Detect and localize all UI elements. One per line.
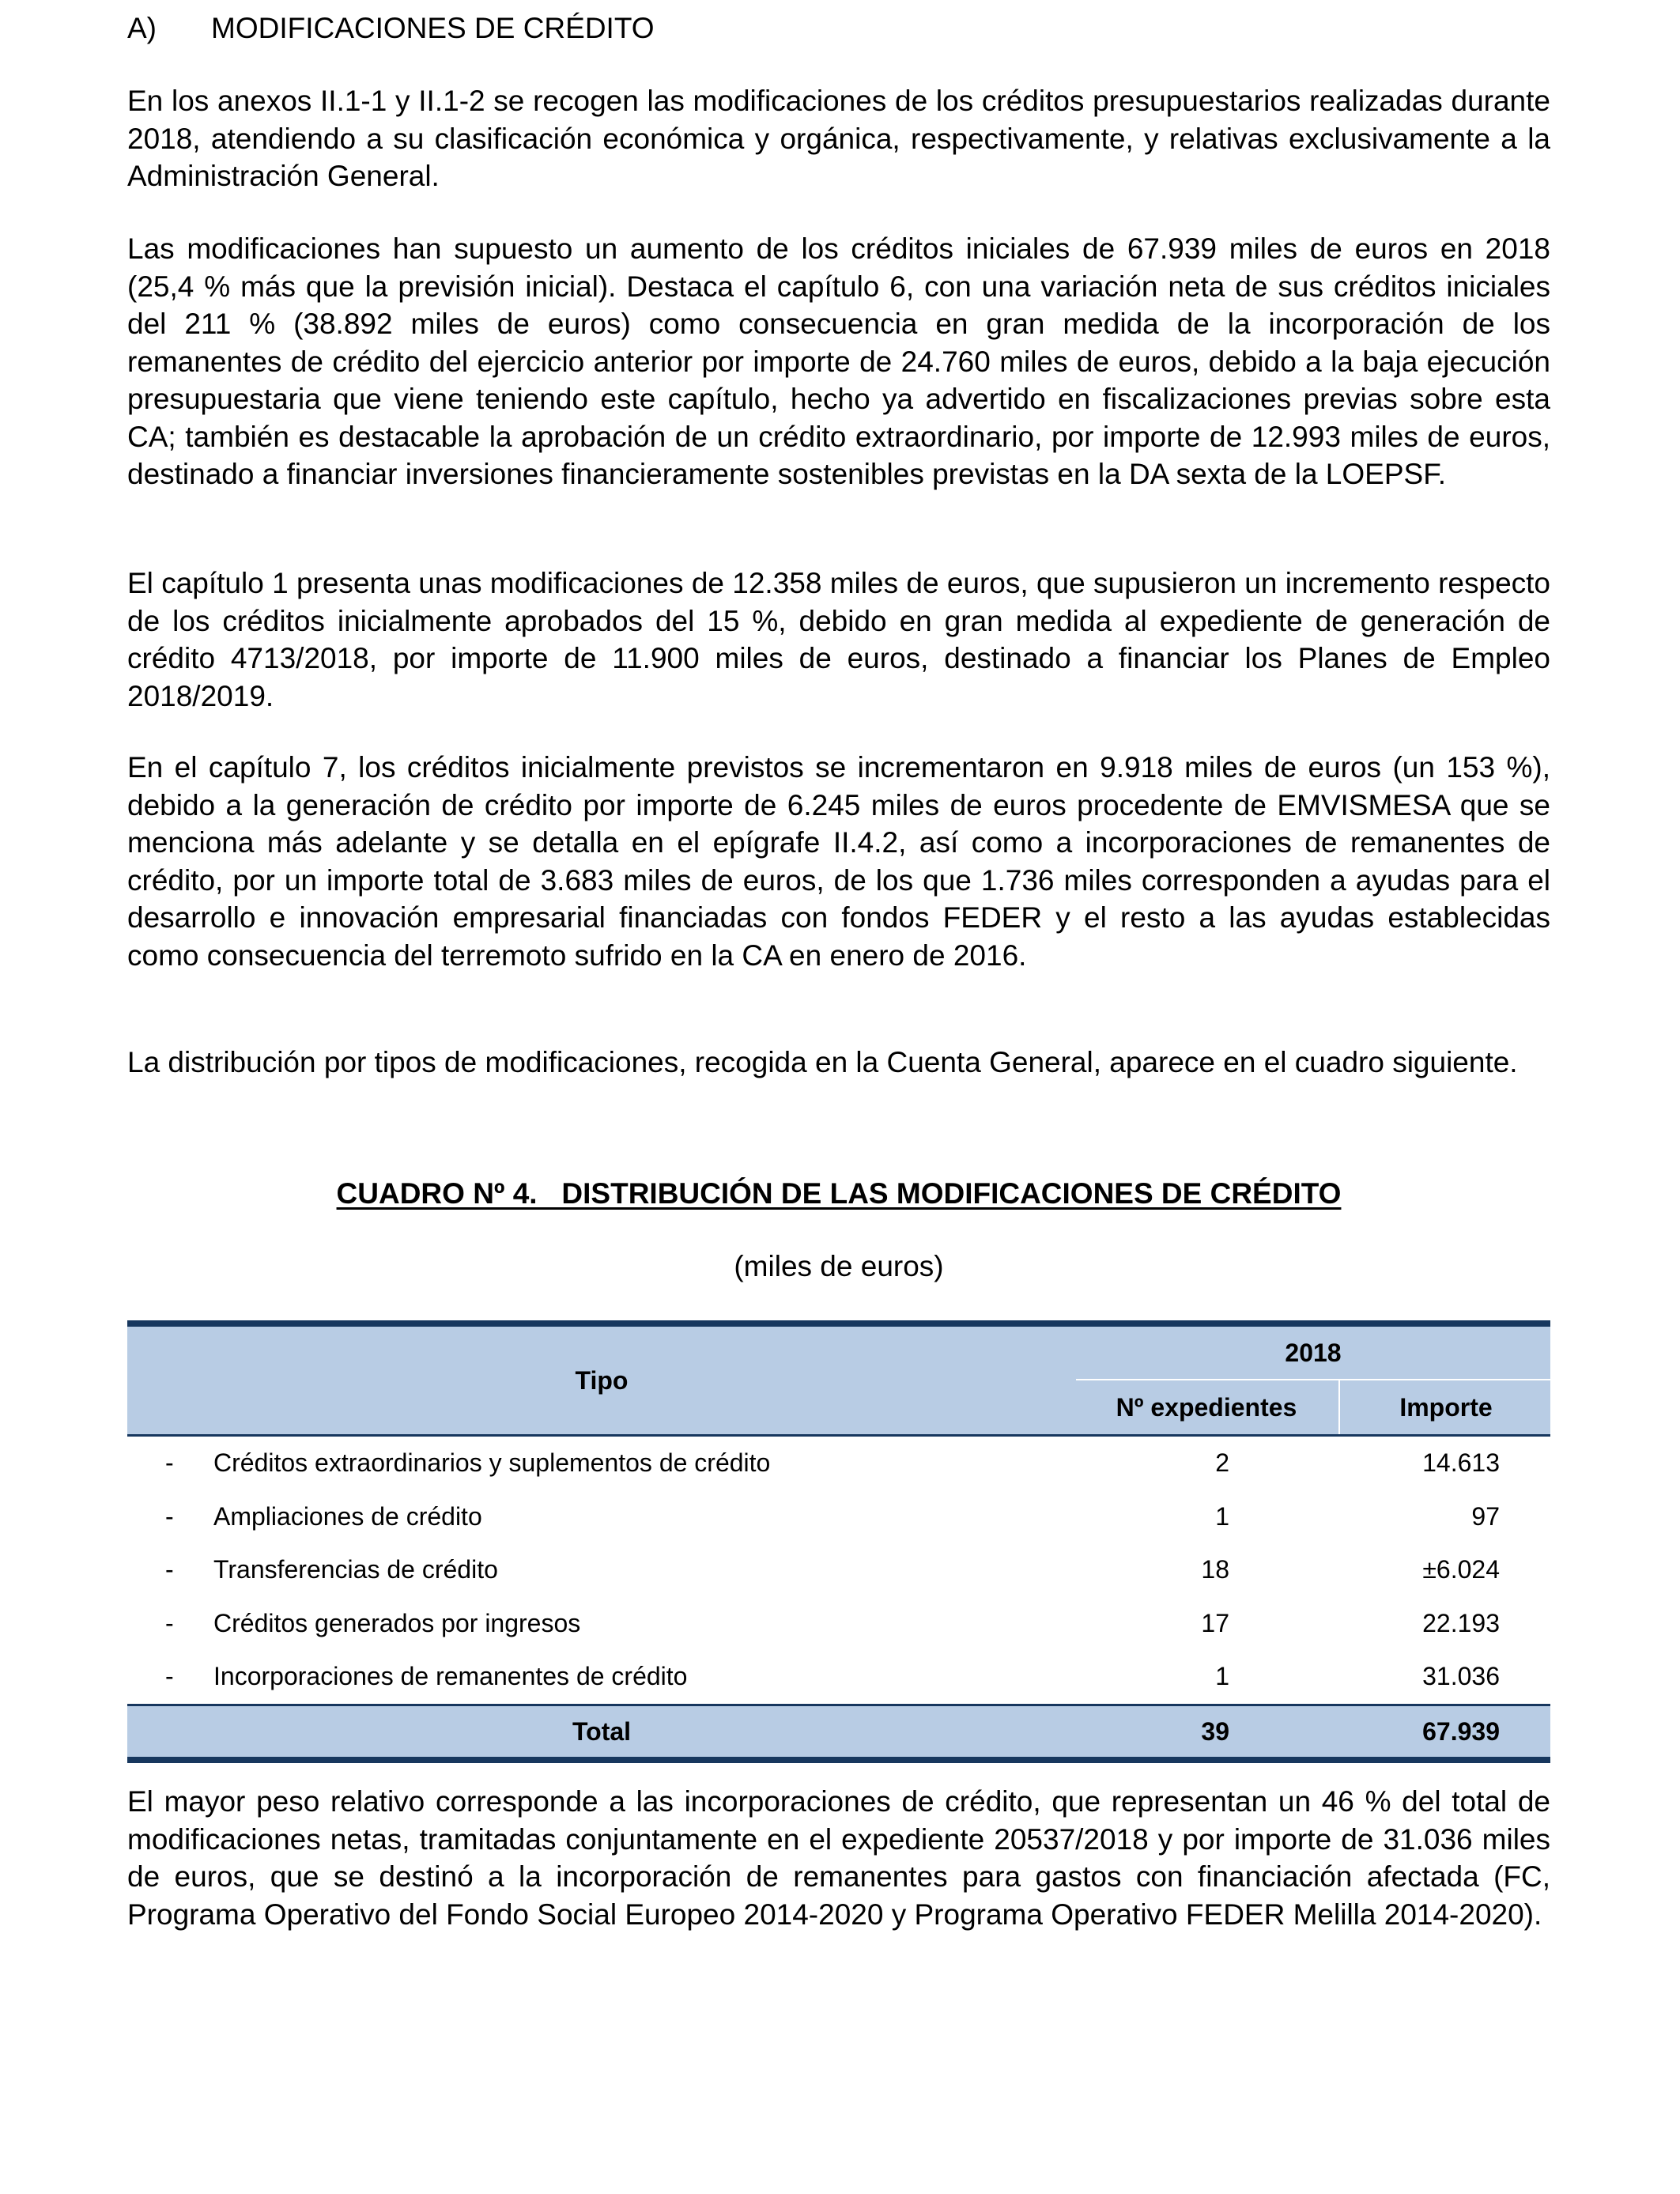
table-row: [127, 1543, 1550, 1597]
paragraph-3: El capítulo 1 presenta unas modificaciones de 12.358 miles de euros, que supusieron un incremento respecto de los créditos inicialmente aprobados del 15 %, debido en gran medida al expediente de generación de crédito 4713/2018, por importe de 11.900 miles de euros, destinado a financiar los Planes de Empleo 2018/2019.: [127, 567, 1550, 712]
row-label: Créditos generados por ingresos: [213, 1608, 581, 1637]
section-title: MODIFICACIONES DE CRÉDITO: [211, 12, 655, 44]
paragraph-5: La distribución por tipos de modificaciones, recogida en la Cuenta General, aparece en el cuadro siguiente.: [127, 1046, 1518, 1078]
row-expedientes: 1: [1215, 1501, 1229, 1531]
table-row: [127, 1490, 1550, 1544]
section-letter: A): [127, 12, 157, 44]
row-bullet: -: [165, 1608, 174, 1637]
total-label: Total: [572, 1716, 632, 1746]
row-bullet: -: [165, 1555, 174, 1584]
row-label: Créditos extraordinarios y suplementos de crédito: [213, 1448, 771, 1477]
row-importe: 22.193: [1422, 1608, 1500, 1637]
paragraph-1: En los anexos II.1-1 y II.1-2 se recogen las modificaciones de los créditos presupuestarios realizadas durante 2018, atendiendo a su clasificación económica y orgánica, respectivamente, y relativas exclusivamente a la Administración General.: [127, 85, 1550, 192]
table-subtitle: (miles de euros): [734, 1250, 944, 1282]
header-year: 2018: [1076, 1327, 1550, 1380]
row-expedientes: 1: [1215, 1662, 1229, 1690]
table-bottom-rule: [127, 1757, 1550, 1763]
row-importe: 31.036: [1422, 1662, 1500, 1690]
table-row: [127, 1597, 1550, 1651]
total-expedientes: 39: [1201, 1716, 1229, 1746]
header-importe: Importe: [1338, 1380, 1552, 1434]
paragraph-4: En el capítulo 7, los créditos inicialmente previstos se incrementaron en 9.918 miles de euros (un 153 %), debido a la generación de crédito por importe de 6.245 miles de euros procedente de EMVISMESA que se menciona más adelante y se detalla en el epígrafe II.4.2, así como a incorporaciones de remanentes de crédito, por un importe total de 3.683 miles de euros, de los que 1.736 miles corresponden a ayudas para el desarrollo e innovación empresarial financiadas con fondos FEDER y el resto a las ayudas establecidas como consecuencia del terremoto sufrido en la CA en enero de 2016.: [127, 751, 1550, 972]
paragraph-6: El mayor peso relativo corresponde a las incorporaciones de crédito, que representan un 46 % del total de modificaciones netas, tramitadas conjuntamente en el expediente 20537/2018 y por importe de 31.036 miles de euros, que se destinó a la incorporación de remanentes para gastos con financiación afectada (FC, Programa Operativo del Fondo Social Europeo 2014-2020 y Programa Operativo FEDER Melilla 2014-2020).: [127, 1785, 1550, 1931]
modifications-table: [127, 1320, 1550, 1763]
table-row: [127, 1437, 1550, 1490]
row-label: Transferencias de crédito: [213, 1555, 498, 1584]
row-bullet: -: [165, 1448, 174, 1477]
row-expedientes: 18: [1201, 1555, 1229, 1584]
table-title: [127, 1175, 1550, 1213]
table-row: [127, 1650, 1550, 1704]
paragraph-2: Las modificaciones han supuesto un aumento de los créditos iniciales de 67.939 miles de euros en 2018 (25,4 % más que la previsión inicial). Destaca el capítulo 6, con una variación neta de sus créditos iniciales del 211 % (38.892 miles de euros) como consecuencia en gran medida de la incorporación de los remanentes de crédito del ejercicio anterior por importe de 24.760 miles de euros, debido a la baja ejecución presupuestaria que viene teniendo este capítulo, hecho ya advertido en fiscalizaciones previas sobre esta CA; también es destacable la aprobación de un crédito extraordinario, por importe de 12.993 miles de euros, destinado a financiar inversiones financieramente sostenibles previstas en la DA sexta de la LOEPSF.: [127, 232, 1550, 490]
row-importe: ±6.024: [1422, 1555, 1500, 1584]
total-importe: 67.939: [1422, 1716, 1500, 1746]
header-expedientes: Nº expedientes: [1116, 1393, 1297, 1422]
row-importe: 14.613: [1422, 1448, 1500, 1477]
row-label: Incorporaciones de remanentes de crédito: [213, 1662, 688, 1690]
table-top-rule: [127, 1320, 1550, 1327]
row-expedientes: 2: [1215, 1448, 1229, 1477]
section-heading: [127, 9, 655, 47]
row-bullet: -: [165, 1501, 174, 1531]
row-expedientes: 17: [1201, 1608, 1229, 1637]
row-bullet: -: [165, 1662, 174, 1690]
row-label: Ampliaciones de crédito: [213, 1501, 482, 1531]
row-importe: 97: [1471, 1501, 1500, 1531]
table-header: [127, 1327, 1550, 1437]
header-tipo: Tipo: [575, 1366, 629, 1395]
table-total-row: [127, 1704, 1550, 1757]
table-title-text: CUADRO Nº 4. DISTRIBUCIÓN DE LAS MODIFICACIONES DE CRÉDITO: [336, 1177, 1342, 1210]
